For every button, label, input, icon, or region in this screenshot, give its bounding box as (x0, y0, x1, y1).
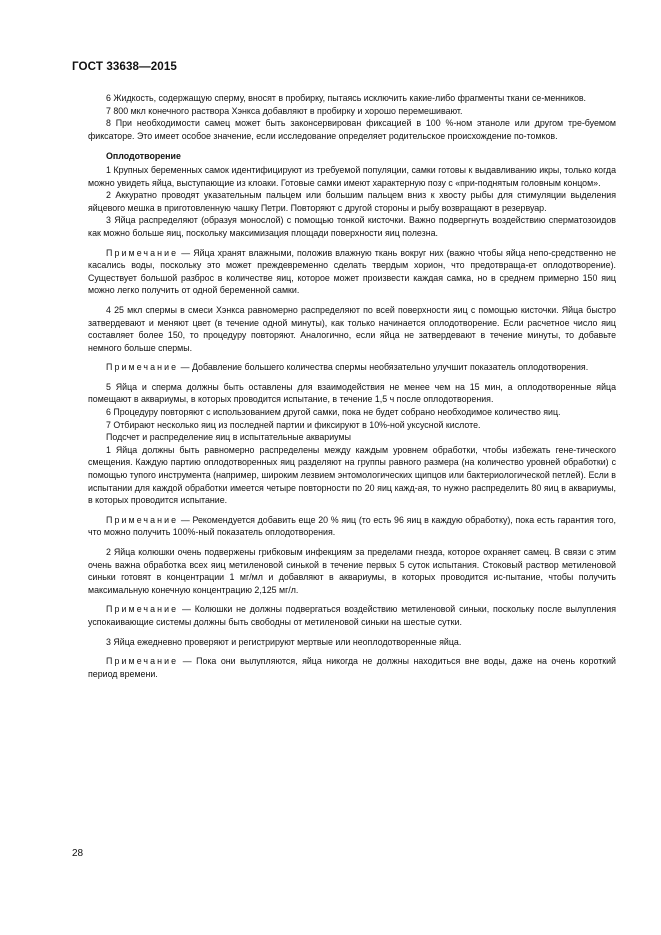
fertilization-step-7: 7 Отбирают несколько яиц из последней партии и фиксируют в 10%-ной уксусной кислоте. (106, 419, 481, 430)
fertilization-step-5: 5 Яйца и сперма должны быть оставлены для взаимодействия не менее чем на 15 мин, а оплодотворенные яйца помещают в аквариумы, в которых проводится испытание, в течение 1,5 ч после оплодотворения. (88, 381, 616, 405)
note-text: — Яйца хранят влажными, положив влажную ткань вокруг них (важно чтобы яйца непо-средственно не касались воды, поскольку это может преждевременно сделать твердым хорион, что предотвраща-ет оплодотворение). Существует большой разброс в количестве яиц, которое может произвести каждая самка, но в среднем примерно 150 яиц можно легко получить от одной беременной самки. (88, 247, 616, 296)
note-5 (88, 655, 616, 680)
fertilization-step-3: 3 Яйца распределяют (образуя монослой) с помощью тонкой кисточки. Важно подвергнуть воздействию сперматозоидов как можно больше яиц, поскольку максимизация площади поверхности яиц полезна. (88, 215, 616, 238)
distribution-step-3: 3 Яйца ежедневно проверяют и регистрируют мертвые или неоплодотворенные яйца. (106, 636, 462, 647)
note-text: — Рекомендуется добавить еще 20 % яиц (то есть 96 яиц в каждую обработку), пока есть гарантия того, что можно получить 100%-ный показатель оплодотворения. (88, 514, 616, 538)
paragraph-8: 8 При необходимости самец может быть законсервирован фиксацией в 100 %-ном этаноле или другом тре-буемом фиксаторе. Это имеет особое значение, если исследование определяет родительское происхождение по-томков. (88, 118, 616, 141)
sub-heading: Подсчет и распределение яиц в испытательные аквариумы (106, 432, 351, 443)
distribution-step-2: 2 Яйца колюшки очень подвержены грибковым инфекциям за пределами гнезда, которое охраняет самец. В связи с этим очень важна обработка всех яиц метиленовой синькой в течение первых 5 суток испытания. Стоковый раствор метиленовой синьки готовят в концентрации 1 мг/мл и добавляют в аквариумы, в которых проводится ис-пытание, чтобы получить максимальную конечную концентрацию 2,125 мг/л. (88, 547, 616, 595)
note-text: — Пока они вылупляются, яйца никогда не должны находиться вне воды, даже на очень короткий период времени. (88, 656, 616, 679)
distribution-step-1: 1 Яйца должны быть равномерно распределены между каждым уровнем обработки, чтобы избежать гене-тического смещения. Каждую партию оплодотворенных яиц разделяют на группы равного размера (на количество уровней обработки) с помощью тупого инструмента (например, широким лезвием энтомологических щипцов или бактериологической петлей). Если в испытании для каждой обработки имеется четыре повторности по 20 яиц кажд-ая, то нужно распределить 80 яиц в аквариумы, в которых проводится испытание. (88, 444, 616, 506)
note-label: Примечание (106, 514, 179, 525)
section-heading: Оплодотворение (106, 151, 181, 162)
note-label: Примечание (106, 362, 179, 373)
note-3 (88, 514, 616, 539)
fertilization-step-2: 2 Аккуратно проводят указательным пальцем или большим пальцем вниз к хвосту рыбы для стимуляции выделения яйцевого мешка в приготовленную чашку Петри. Повторяют с другой стороны и рыбу возвращают в резервуар. (88, 190, 616, 213)
fertilization-step-6: 6 Процедуру повторяют с использованием другой самки, пока не будет собрано необходимое количество яиц. (106, 407, 561, 418)
note-text: — Добавление большего количества спермы необязательно улучшит показатель оплодотворения. (180, 362, 589, 373)
paragraph-6: 6 Жидкость, содержащую сперму, вносят в пробирку, пытаясь исключить какие-либо фрагменты ткани се-менников. (106, 93, 587, 103)
note-2 (88, 361, 616, 374)
note-label: Примечание (106, 656, 179, 667)
note-4 (88, 603, 616, 628)
note-label: Примечание (106, 604, 179, 615)
standard-header: ГОСТ 33638—2015 (72, 60, 177, 73)
note-1 (88, 247, 616, 297)
page-number: 28 (72, 848, 84, 859)
paragraph-7: 7 800 мкл конечного раствора Хэнкса добавляют в пробирку и хорошо перемешивают. (106, 105, 463, 116)
body-text (88, 92, 616, 680)
fertilization-step-1: 1 Крупных беременных самок идентифицируют из требуемой популяции, самки готовы к выдавливанию икры, только когда можно увидеть яйца, выступающие из клоаки. Готовые самки имеют характерную позу с «при-поднятым головным концом». (88, 164, 616, 188)
fertilization-step-4: 4 25 мкл спермы в смеси Хэнкса равномерно распределяют по всей поверхности яиц с помощью кисточки. Яйца быстро затвердевают и меняют цвет (в течение одной минуты), как только начинается оплодотворение. Если расчетное число яиц составляет более 150, то процедуру повторяют. Аналогично, если яйца не затвердевают в течение минуты, то добавьте немного больше спермы. (88, 304, 616, 353)
note-label: Примечание (106, 247, 179, 258)
note-text: — Колюшки не должны подвергаться воздействию метиленовой синьки, поскольку после вылупления успокаивающие системы должны быть свободны от метиленовой синьки на шестые сутки. (88, 604, 616, 627)
